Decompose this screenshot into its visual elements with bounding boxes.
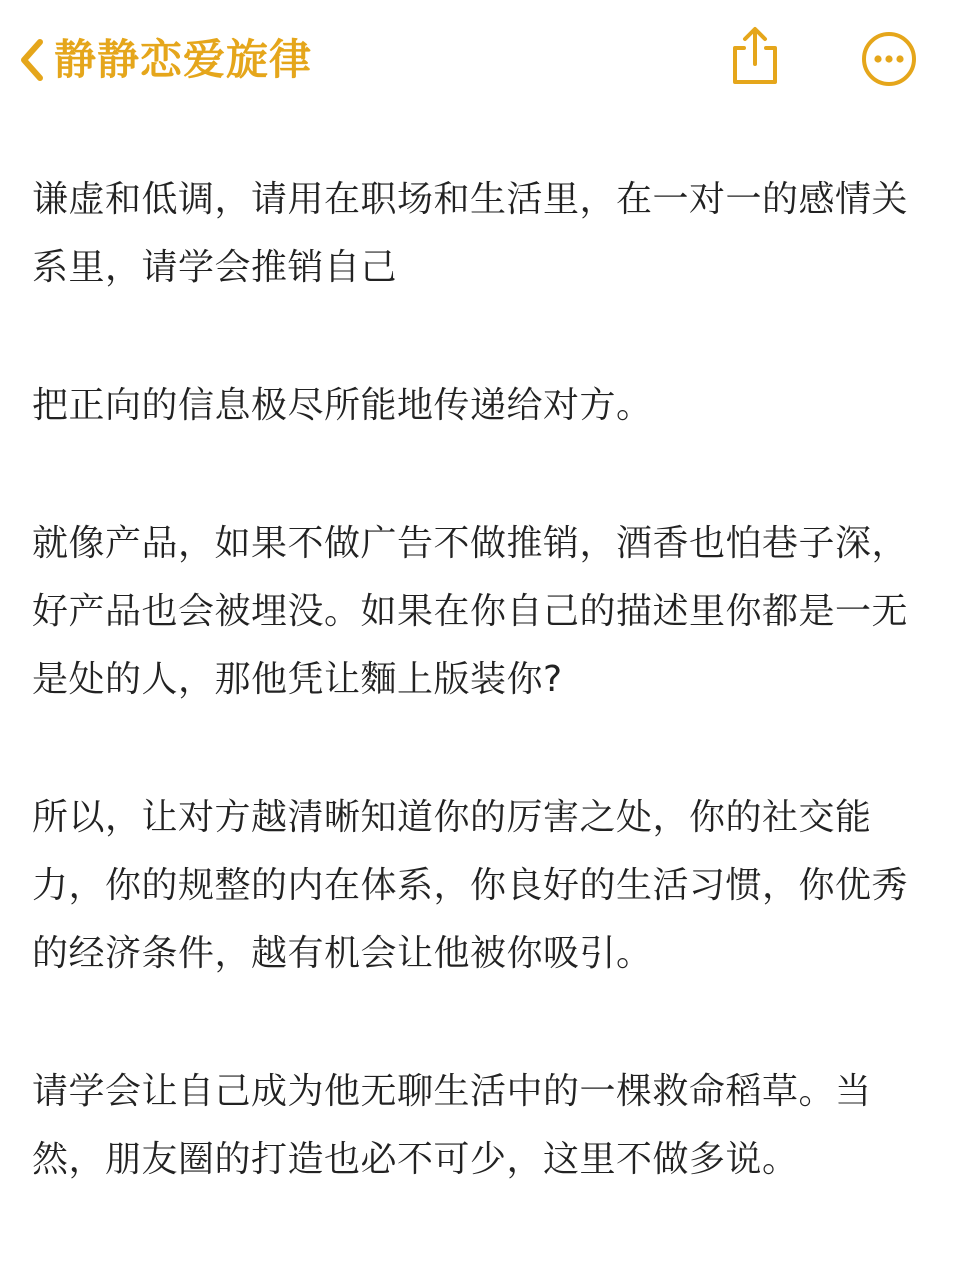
note-paragraph-2: 把正向的信息极尽所能地传递给对方。: [32, 385, 653, 426]
note-paragraph-4: 所以，让对方越清晰知道你的厉害之处，你的社交能力，你的规整的内在体系，你良好的生活习惯，你优秀的经济条件，越有机会让他被你吸引。: [32, 797, 909, 974]
back-button[interactable]: [18, 28, 312, 92]
note-paragraph-5: 请学会让自己成为他无聊生活中的一棵救命稻草。当然，朋友圈的打造也必不可少，这里不做多说。: [32, 1071, 872, 1180]
note-body[interactable]: [32, 166, 932, 1264]
navigation-bar: [0, 0, 960, 120]
share-button[interactable]: [726, 24, 784, 88]
share-icon: [726, 73, 784, 92]
note-paragraph-1: 谦虚和低调，请用在职场和生活里，在一对一的感情关系里，请学会推销自己: [32, 179, 909, 288]
more-ellipsis-icon: [860, 73, 918, 92]
back-button-label: 静静恋爱旋律: [54, 35, 313, 84]
note-paragraph-3: 就像产品，如果不做广告不做推销，酒香也怕巷子深，好产品也会被埋没。如果在你自己的描述里你都是一无是处的人，那他凭让麵上版装你?: [32, 523, 909, 700]
more-button[interactable]: [860, 30, 918, 88]
chevron-left-icon: [18, 36, 46, 84]
